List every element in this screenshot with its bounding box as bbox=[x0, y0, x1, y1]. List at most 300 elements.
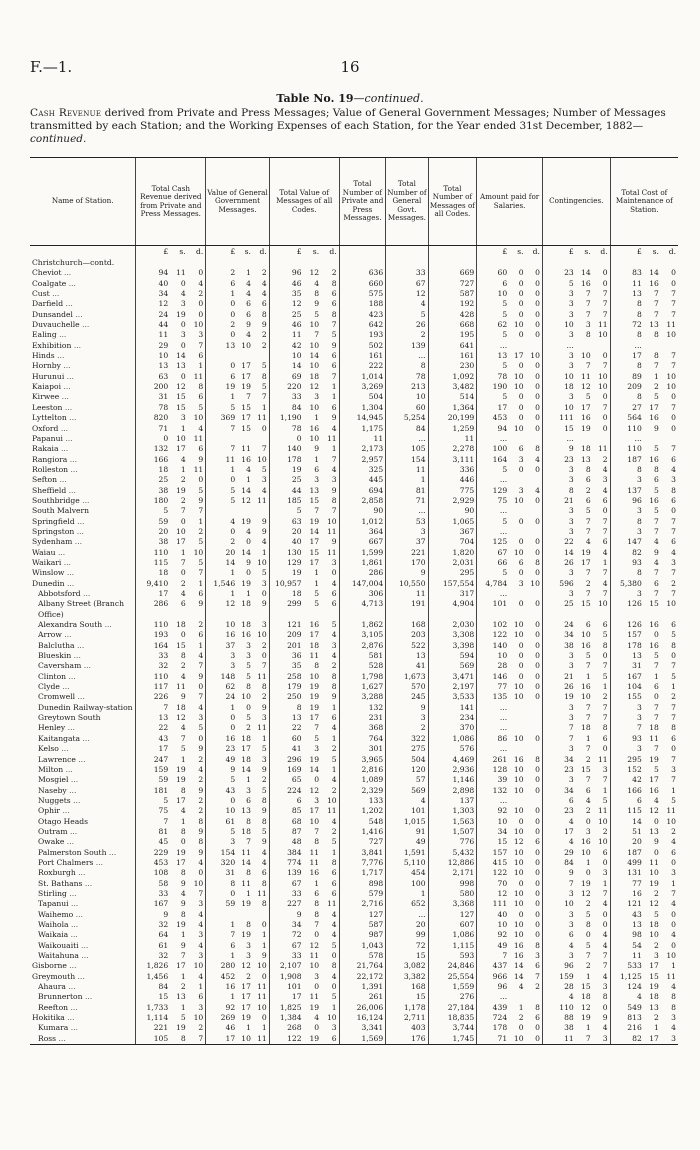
shillings bbox=[507, 744, 523, 754]
table-row bbox=[30, 837, 678, 847]
station-name-cell bbox=[30, 506, 136, 516]
maintenance-cost-cell bbox=[610, 361, 678, 371]
pounds: 28 bbox=[564, 982, 574, 992]
table-row bbox=[30, 879, 678, 889]
shillings: 16 bbox=[309, 620, 320, 630]
contingencies-cell bbox=[542, 434, 610, 444]
pounds: 81 bbox=[158, 826, 169, 836]
total-value-cell bbox=[269, 320, 339, 330]
pence: 0 bbox=[535, 371, 540, 381]
private-count-cell: 127 bbox=[339, 910, 386, 920]
pence: 11 bbox=[666, 320, 676, 330]
salaries-cell bbox=[477, 879, 543, 889]
shillings: 7 bbox=[654, 361, 659, 371]
pounds: ... bbox=[499, 723, 508, 733]
pounds: 12 bbox=[225, 599, 236, 609]
station-name: Papanui bbox=[32, 433, 63, 443]
shillings: 1 bbox=[246, 888, 251, 898]
govt-count-cell: 49 bbox=[386, 837, 428, 847]
pence: 6 bbox=[602, 495, 608, 505]
govt-value-cell bbox=[206, 630, 270, 640]
total-count-cell: 137 bbox=[428, 796, 477, 806]
govt-value-cell bbox=[206, 1013, 270, 1023]
salaries-cell bbox=[477, 506, 543, 516]
pence: 6 bbox=[198, 589, 204, 598]
govt-value-cell bbox=[206, 879, 270, 889]
pounds: 453 bbox=[153, 857, 169, 867]
cash-revenue-cell bbox=[136, 796, 206, 806]
pounds: ... bbox=[499, 795, 508, 805]
pence: 7 bbox=[261, 444, 267, 454]
pounds: 5 bbox=[230, 495, 236, 505]
shillings: 15 bbox=[581, 764, 591, 774]
pence bbox=[591, 434, 608, 444]
shillings: 2 bbox=[585, 806, 591, 816]
pounds: 3 bbox=[230, 837, 236, 847]
cash-revenue-cell bbox=[136, 486, 206, 496]
pounds: 25 bbox=[564, 599, 574, 609]
total-count-cell: 195 bbox=[428, 330, 477, 340]
maintenance-cost-cell bbox=[610, 589, 678, 599]
pence: 1 bbox=[261, 1023, 267, 1033]
pounds: 31 bbox=[158, 392, 169, 402]
salaries-cell bbox=[477, 868, 543, 878]
private-count-cell: 581 bbox=[339, 651, 386, 661]
pounds: 200 bbox=[153, 382, 169, 392]
shillings: 5 bbox=[585, 651, 591, 661]
pence: 4 bbox=[331, 578, 337, 588]
shillings: 7 bbox=[654, 299, 659, 309]
contingencies-cell bbox=[542, 889, 610, 899]
pounds: 1,384 bbox=[279, 1013, 302, 1023]
table-row bbox=[30, 1034, 678, 1045]
station-name-cell bbox=[30, 630, 136, 640]
private-count-cell: 660 bbox=[339, 279, 386, 289]
pounds: 5 bbox=[230, 775, 236, 785]
leader-dots: ... bbox=[69, 413, 77, 423]
shillings: 10 bbox=[513, 806, 524, 816]
maintenance-cost-cell bbox=[610, 299, 678, 309]
station-name: Reefton bbox=[38, 1002, 69, 1012]
table-row bbox=[30, 899, 678, 909]
pence: 3 bbox=[261, 578, 267, 588]
total-value-cell bbox=[269, 579, 339, 589]
shillings: 10 bbox=[513, 826, 524, 836]
pounds: 452 bbox=[220, 971, 236, 981]
table-row bbox=[30, 455, 678, 465]
pence: 0 bbox=[261, 1013, 267, 1023]
shillings: 7 bbox=[246, 392, 251, 402]
pounds: 0 bbox=[230, 361, 236, 371]
table-row bbox=[30, 372, 678, 382]
shillings: 7 bbox=[585, 589, 591, 598]
pence: 3 bbox=[602, 1033, 608, 1043]
pence: 8 bbox=[261, 682, 267, 692]
total-value-cell bbox=[269, 806, 339, 816]
pence: 6 bbox=[671, 495, 676, 505]
station-name: Outram bbox=[38, 826, 68, 836]
shillings: 3 bbox=[518, 578, 524, 588]
total-count-cell: 12,886 bbox=[428, 858, 477, 868]
contingencies-cell bbox=[542, 475, 610, 485]
pence: 1 bbox=[261, 940, 267, 950]
shillings: 16 bbox=[649, 454, 659, 464]
station-name-cell bbox=[30, 661, 136, 671]
shillings: 9 bbox=[180, 692, 186, 702]
shillings: 0 bbox=[518, 464, 524, 474]
shillings: 14 bbox=[581, 268, 591, 278]
column-header: Amount paid for Salaries. bbox=[477, 158, 543, 246]
contingencies-cell bbox=[542, 661, 610, 671]
private-count-cell: 147,004 bbox=[339, 579, 386, 589]
private-count-cell: 528 bbox=[339, 661, 386, 671]
table-row bbox=[30, 299, 678, 309]
shillings: 17 bbox=[176, 537, 186, 547]
caption-lead: Cash Revenue bbox=[30, 107, 102, 119]
station-name: Christchurch—contd. bbox=[32, 258, 115, 267]
pounds: 157 bbox=[492, 847, 508, 857]
pence: 7 bbox=[671, 568, 676, 578]
pounds: 32 bbox=[158, 661, 169, 671]
salaries-cell bbox=[477, 848, 543, 858]
maintenance-cost-cell bbox=[610, 899, 678, 909]
pounds: 3 bbox=[568, 775, 574, 785]
pounds: ... bbox=[499, 340, 508, 350]
pounds: 60 bbox=[291, 733, 302, 743]
pence: 0 bbox=[602, 423, 608, 433]
govt-value-cell bbox=[206, 651, 270, 661]
shillings: 12 bbox=[581, 1002, 591, 1012]
shillings: 11 bbox=[649, 857, 659, 867]
pence: 3 bbox=[198, 951, 204, 961]
pounds: 209 bbox=[627, 382, 642, 392]
station-name: Ross bbox=[38, 1033, 57, 1043]
pence: 4 bbox=[602, 547, 608, 557]
pounds: 437 bbox=[492, 961, 508, 971]
station-name: Rangiora bbox=[32, 454, 68, 464]
govt-value-cell bbox=[206, 899, 270, 909]
station-name: Greymouth bbox=[32, 971, 76, 981]
govt-value-cell bbox=[206, 455, 270, 465]
pounds: 21 bbox=[564, 495, 574, 505]
pence: 9 bbox=[331, 537, 337, 547]
govt-count-cell: 72 bbox=[386, 941, 428, 951]
pounds: 0 bbox=[163, 433, 169, 443]
station-name: Roxburgh bbox=[38, 868, 76, 878]
cash-revenue-cell bbox=[136, 641, 206, 651]
station-name: Kirwee bbox=[32, 392, 60, 402]
govt-value-cell bbox=[206, 527, 270, 537]
pence: 10 bbox=[597, 371, 608, 381]
shillings: 15 bbox=[176, 402, 186, 412]
pounds: 10 bbox=[497, 289, 508, 299]
govt-count-cell: 60 bbox=[386, 403, 428, 413]
shillings: 19 bbox=[241, 899, 251, 909]
pounds: 5 bbox=[502, 392, 508, 402]
station-name: Tapanui bbox=[38, 899, 69, 909]
pence: 7 bbox=[671, 713, 676, 723]
shillings: 14 bbox=[241, 547, 251, 557]
contingencies-cell bbox=[542, 403, 610, 413]
shillings: 18 bbox=[241, 754, 251, 764]
station-revenue-table bbox=[30, 157, 678, 1045]
pounds: 14 bbox=[564, 547, 574, 557]
table-title bbox=[0, 92, 700, 105]
govt-value-cell bbox=[206, 817, 270, 827]
govt-value-cell bbox=[206, 517, 270, 527]
leader-dots: ... bbox=[83, 661, 91, 671]
pence bbox=[524, 744, 540, 754]
pence: 0 bbox=[602, 278, 608, 288]
private-count-cell: 193 bbox=[339, 330, 386, 340]
shillings: 15 bbox=[176, 392, 186, 402]
shillings: 17 bbox=[649, 775, 659, 785]
shillings bbox=[507, 796, 523, 806]
shillings: 19 bbox=[241, 516, 251, 526]
total-count-cell: 230 bbox=[428, 361, 477, 371]
pounds: 34 bbox=[291, 920, 302, 929]
pounds: 3 bbox=[568, 702, 574, 712]
pounds: 115 bbox=[153, 557, 169, 567]
table-row bbox=[30, 434, 678, 444]
total-value-cell bbox=[269, 568, 339, 578]
shillings: 19 bbox=[581, 423, 591, 433]
shillings: 10 bbox=[513, 423, 524, 433]
pence: 8 bbox=[331, 671, 337, 681]
pence: 2 bbox=[261, 268, 267, 278]
pence: 8 bbox=[331, 682, 337, 692]
pence: 11 bbox=[666, 971, 676, 981]
shillings bbox=[507, 723, 523, 733]
shillings: 8 bbox=[314, 289, 320, 299]
pence: 4 bbox=[331, 775, 337, 785]
contingencies-cell bbox=[542, 310, 610, 320]
station-name-cell bbox=[30, 465, 136, 475]
maintenance-cost-cell bbox=[610, 692, 678, 702]
pence: 7 bbox=[671, 299, 676, 309]
empty-cell bbox=[428, 258, 477, 268]
pence: 2 bbox=[198, 1023, 204, 1033]
pounds: 295 bbox=[627, 754, 642, 764]
shillings: 8 bbox=[314, 909, 320, 919]
shillings: 8 bbox=[654, 351, 659, 361]
cash-revenue-cell bbox=[136, 879, 206, 889]
column-header: Value of General Government Messages. bbox=[206, 158, 270, 246]
pounds: 8 bbox=[296, 702, 302, 712]
station-name-cell bbox=[30, 351, 136, 361]
pounds: 5 bbox=[502, 568, 508, 578]
pence: 0 bbox=[535, 692, 540, 702]
pence: 5 bbox=[261, 464, 267, 474]
unit-row bbox=[30, 246, 678, 259]
cash-revenue-cell bbox=[136, 1003, 206, 1013]
station-name: Port Chalmers bbox=[38, 857, 94, 867]
total-count-cell: 593 bbox=[428, 951, 477, 961]
pence: 8 bbox=[671, 992, 676, 1002]
shillings: 1 bbox=[314, 568, 320, 578]
cash-revenue-cell bbox=[136, 661, 206, 671]
pounds: 415 bbox=[492, 857, 508, 867]
pence: 0 bbox=[535, 682, 540, 692]
pence: 4 bbox=[331, 920, 337, 929]
shillings: 0 bbox=[518, 309, 524, 319]
shillings: 5 bbox=[314, 589, 320, 598]
salaries-cell bbox=[477, 589, 543, 599]
govt-count-cell: 1,591 bbox=[386, 848, 428, 858]
station-name: Waikaia bbox=[38, 930, 69, 940]
pounds: 34 bbox=[497, 826, 508, 836]
salaries-cell bbox=[477, 310, 543, 320]
pence: 1 bbox=[331, 392, 337, 402]
pence: 7 bbox=[671, 516, 676, 526]
salaries-cell bbox=[477, 713, 543, 723]
pounds: 3 bbox=[230, 651, 236, 661]
pounds: 110 bbox=[627, 423, 642, 433]
pence: 8 bbox=[671, 485, 676, 495]
maintenance-cost-cell bbox=[610, 268, 678, 278]
govt-value-cell bbox=[206, 268, 270, 278]
salaries-cell bbox=[477, 434, 543, 444]
shillings: 19 bbox=[649, 878, 659, 888]
salaries-cell bbox=[477, 413, 543, 423]
shillings: 2 bbox=[180, 982, 186, 992]
shillings: 10 bbox=[309, 361, 320, 371]
station-name-cell bbox=[30, 330, 136, 340]
salaries-cell bbox=[477, 961, 543, 971]
shillings: 14 bbox=[241, 857, 251, 867]
total-value-cell bbox=[269, 1023, 339, 1033]
pounds: 139 bbox=[287, 868, 302, 878]
govt-count-cell: 53 bbox=[386, 517, 428, 527]
shillings: 12 bbox=[241, 961, 251, 971]
table-caption bbox=[30, 107, 678, 146]
pence: 5 bbox=[261, 826, 267, 836]
salaries-cell bbox=[477, 899, 543, 909]
station-name: Clyde bbox=[38, 682, 60, 692]
pounds: 22 bbox=[158, 723, 169, 733]
leader-dots: ... bbox=[69, 826, 78, 836]
pounds: 29 bbox=[158, 340, 169, 350]
govt-value-cell bbox=[206, 568, 270, 578]
total-value-cell bbox=[269, 775, 339, 785]
pence: 0 bbox=[535, 309, 540, 319]
shillings: 12 bbox=[309, 785, 320, 795]
private-count-cell: 16,124 bbox=[339, 1013, 386, 1023]
pence: 3 bbox=[671, 475, 676, 485]
pounds: 1 bbox=[230, 992, 236, 1002]
pounds: 37 bbox=[225, 640, 236, 650]
page-reference: F.—1. bbox=[30, 58, 73, 76]
shillings: 7 bbox=[585, 702, 591, 712]
station-name-cell bbox=[30, 755, 136, 765]
pence: 10 bbox=[326, 1013, 337, 1023]
contingencies-cell bbox=[542, 599, 610, 620]
contingencies-cell bbox=[542, 341, 610, 351]
pence: 3 bbox=[198, 330, 204, 340]
total-count-cell: 776 bbox=[428, 837, 477, 847]
shillings: 5 bbox=[654, 764, 659, 774]
station-name-cell bbox=[30, 920, 136, 930]
table-row bbox=[30, 392, 678, 402]
shillings: 17 bbox=[241, 371, 251, 381]
pence: 0 bbox=[535, 392, 540, 402]
pounds: 1 bbox=[230, 392, 236, 402]
table-header-row bbox=[30, 158, 678, 246]
shillings: 0 bbox=[246, 568, 251, 578]
cash-revenue-cell bbox=[136, 713, 206, 723]
pence: 10 bbox=[530, 578, 540, 588]
govt-value-cell bbox=[206, 424, 270, 434]
govt-count-cell: 11 bbox=[386, 589, 428, 599]
shillings: 8 bbox=[314, 837, 320, 847]
total-count-cell: 1,364 bbox=[428, 403, 477, 413]
pounds: 258 bbox=[287, 671, 302, 681]
shillings: 11 bbox=[241, 847, 251, 857]
pence: 6 bbox=[198, 351, 204, 361]
shillings: 8 bbox=[314, 661, 320, 671]
pounds: 3 bbox=[568, 661, 574, 671]
pounds: 84 bbox=[564, 857, 574, 867]
shillings: 19 bbox=[176, 764, 186, 774]
pounds: 166 bbox=[153, 454, 169, 464]
pounds: 75 bbox=[158, 806, 169, 816]
total-value-cell bbox=[269, 713, 339, 723]
pence: 7 bbox=[198, 692, 204, 702]
station-name-cell bbox=[30, 744, 136, 754]
pence bbox=[659, 341, 676, 351]
govt-count-cell: 569 bbox=[386, 786, 428, 796]
salaries-cell bbox=[477, 444, 543, 454]
shillings: 3 bbox=[180, 413, 186, 423]
shillings: 7 bbox=[585, 516, 591, 526]
pounds: 101 bbox=[287, 982, 302, 992]
pounds: 247 bbox=[153, 754, 169, 764]
unit-pence: d. bbox=[195, 247, 204, 256]
pounds: 564 bbox=[627, 413, 642, 423]
private-count-cell: 133 bbox=[339, 796, 386, 806]
station-name: Waihola bbox=[38, 920, 69, 929]
private-count-cell: 504 bbox=[339, 392, 386, 402]
table-row bbox=[30, 320, 678, 330]
govt-value-cell bbox=[206, 889, 270, 899]
pence: 1 bbox=[198, 578, 204, 588]
cash-revenue-cell bbox=[136, 837, 206, 847]
shillings: 10 bbox=[241, 340, 251, 350]
shillings: 10 bbox=[513, 733, 524, 743]
pounds: 84 bbox=[291, 402, 302, 412]
total-value-cell bbox=[269, 889, 339, 899]
shillings: 18 bbox=[581, 723, 591, 733]
table-row bbox=[30, 868, 678, 878]
pounds: 1 bbox=[230, 289, 236, 299]
pence bbox=[591, 341, 608, 351]
pounds: 67 bbox=[291, 878, 302, 888]
table-row bbox=[30, 982, 678, 992]
total-value-cell bbox=[269, 506, 339, 516]
shillings: 0 bbox=[585, 868, 591, 878]
contingencies-cell bbox=[542, 879, 610, 889]
pounds: 7 bbox=[230, 423, 236, 433]
pounds: 13 bbox=[497, 351, 508, 361]
pence: 7 bbox=[671, 444, 676, 454]
pence: 4 bbox=[331, 423, 337, 433]
pence: 2 bbox=[198, 289, 204, 299]
private-count-cell: 1,862 bbox=[339, 620, 386, 630]
pounds: 49 bbox=[497, 940, 508, 950]
maintenance-cost-cell bbox=[610, 703, 678, 713]
station-name: Brunnerton bbox=[38, 992, 83, 1002]
pence: 5 bbox=[671, 795, 676, 805]
